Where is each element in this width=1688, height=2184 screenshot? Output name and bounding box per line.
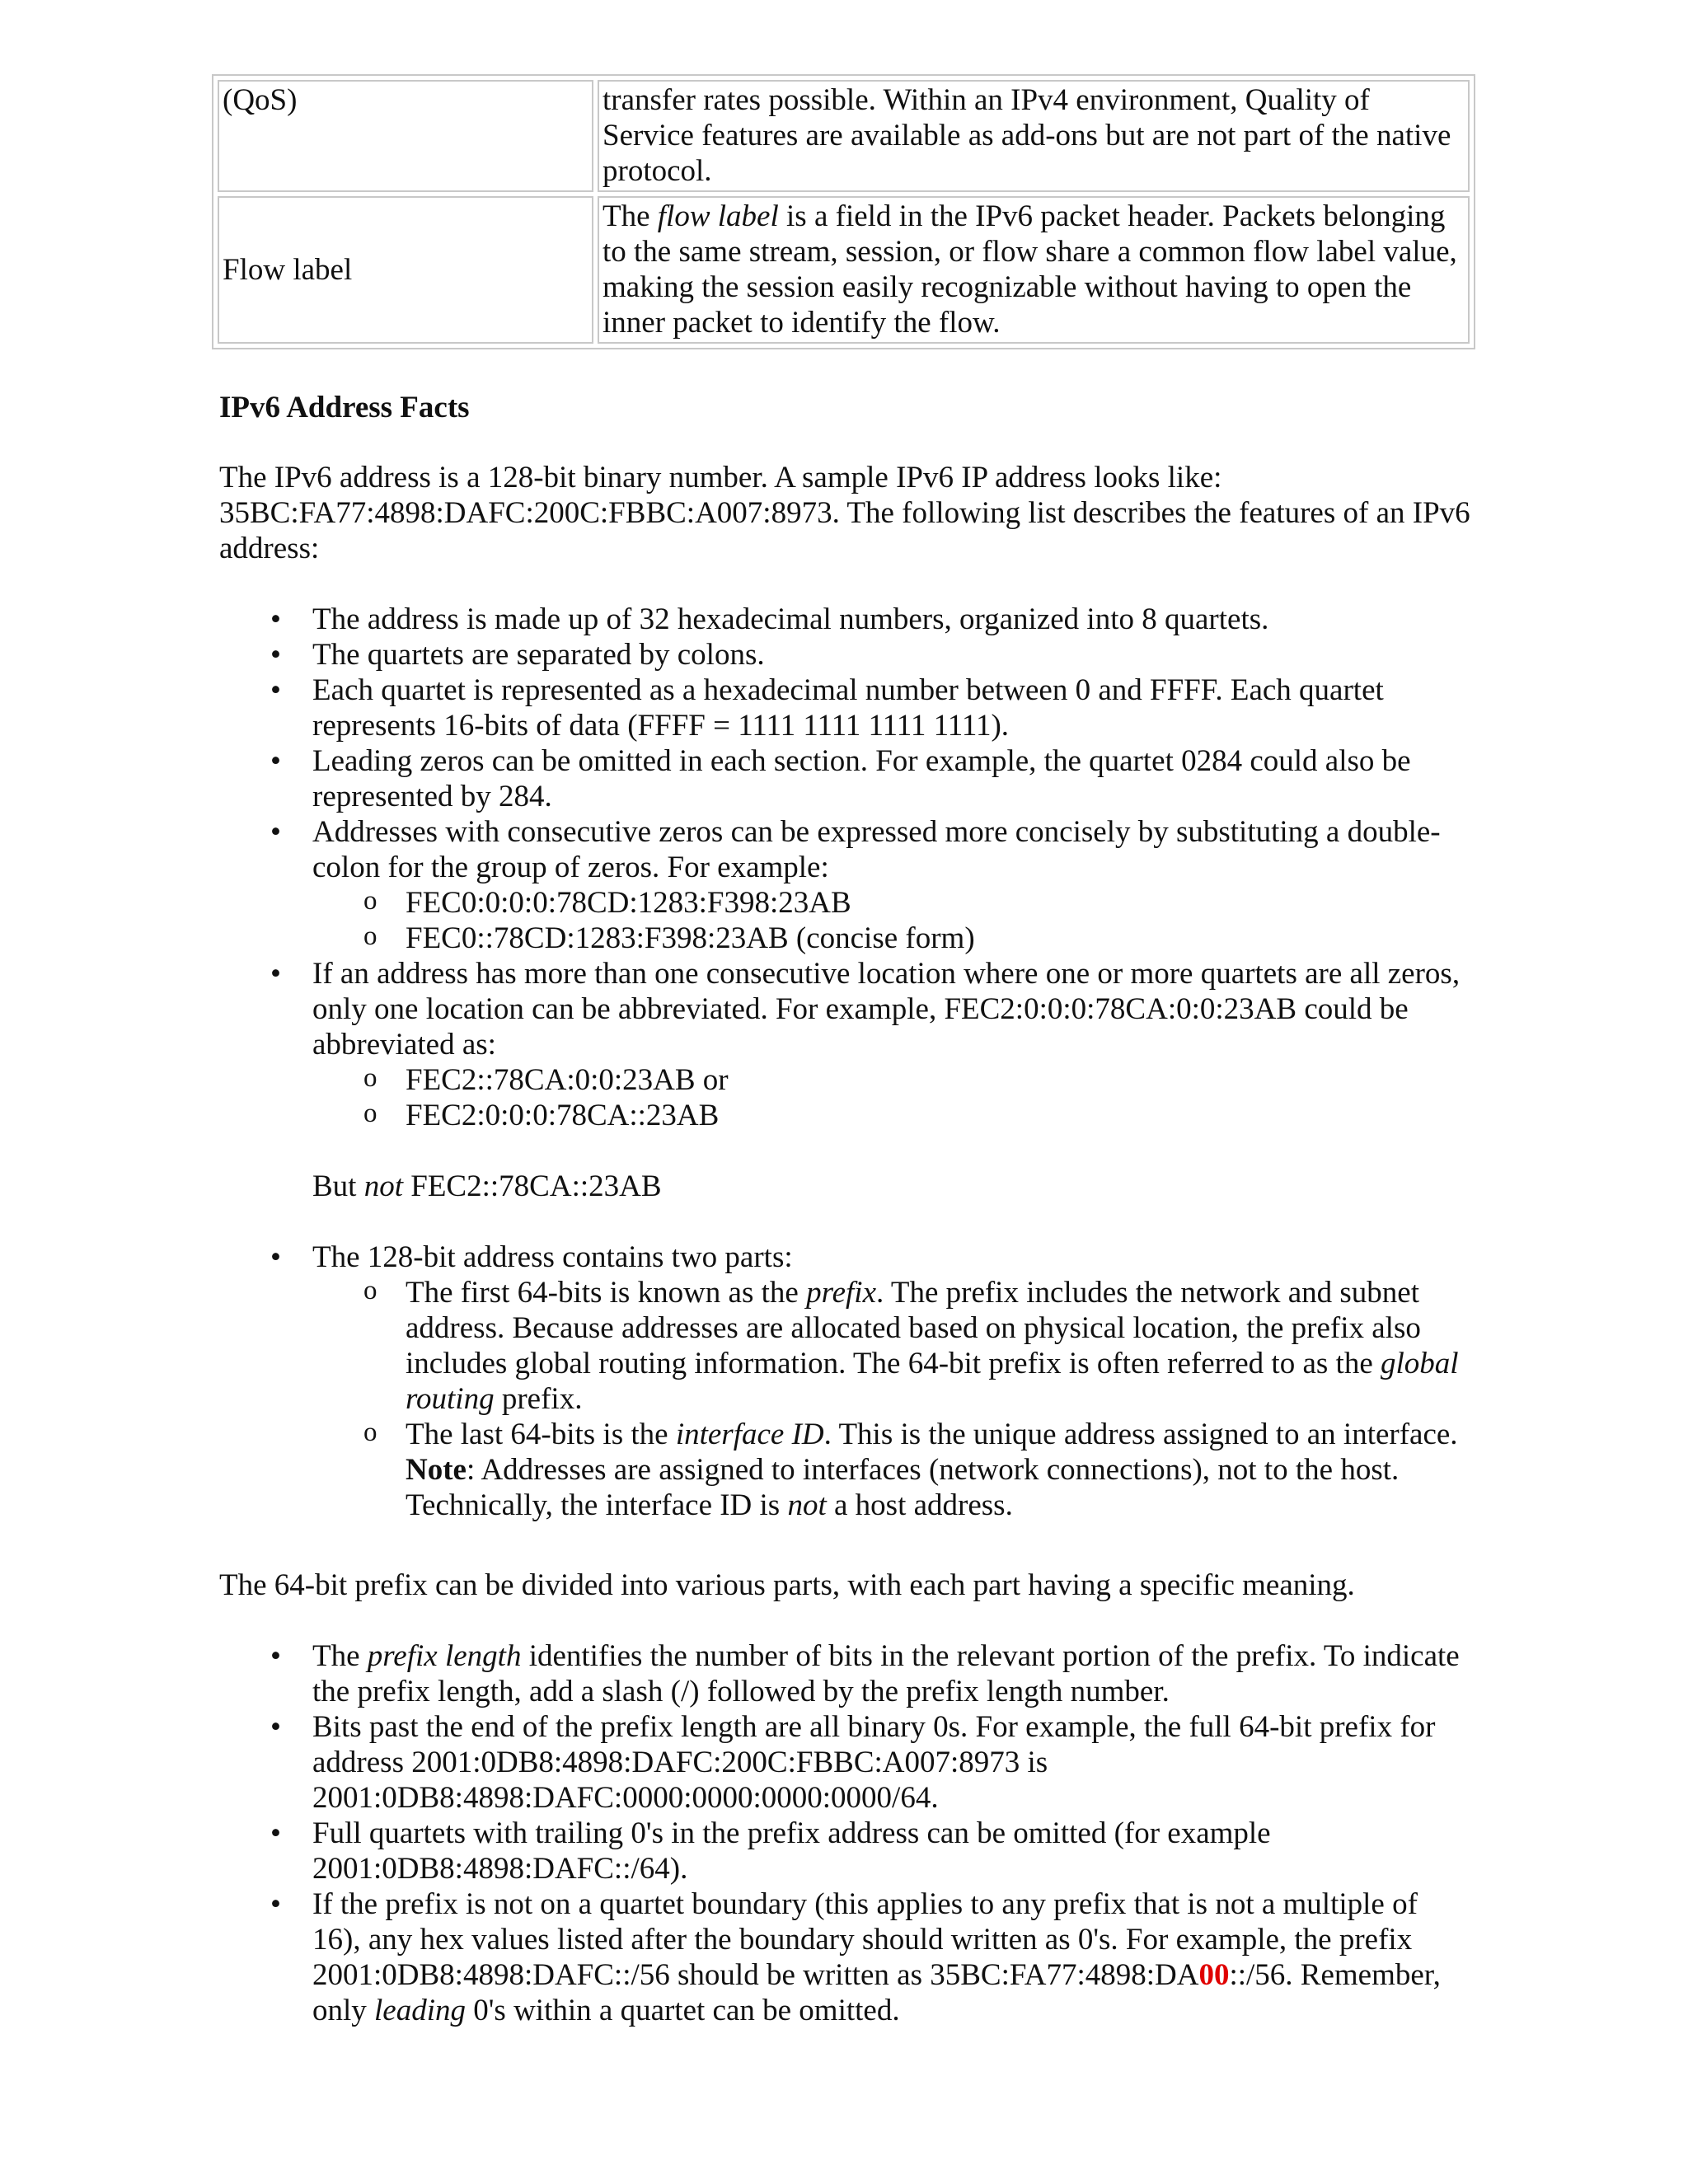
text: If the prefix is not on a quartet boundary (this applies to any prefix that is not a multiple of 16), any hex values listed after the boundary should written as 0's. For example, the prefix 2001:0DB8:4898:DAFC::/56 should be written as 35BC:FA77:4898:DA <box>312 1887 1418 1992</box>
table-row <box>218 80 1470 192</box>
list-item: • Full quartets with trailing 0's in the prefix address can be omitted (for example 2001:0DB8:4898:DAFC::/64). <box>219 1816 1472 1886</box>
sub-list-item: o FEC2::78CA:0:0:23AB or <box>312 1062 1472 1098</box>
prefix-facts-list <box>219 1638 1472 2028</box>
table-description-flow-label <box>598 196 1470 344</box>
sub-list-item: o FEC2:0:0:0:78CA::23AB <box>312 1098 1472 1133</box>
text: The last 64-bits is the <box>406 1418 676 1451</box>
section-heading: IPv6 Address Facts <box>219 391 470 424</box>
emphasis: not <box>363 1169 403 1203</box>
text: The <box>312 1639 368 1673</box>
table-description-qos: transfer rates possible. Within an IPv4 environment, Quality of Service features are available as add-ons but are not part of the native protocol. <box>598 80 1470 192</box>
intro-paragraph: The IPv6 address is a 128-bit binary number. A sample IPv6 IP address looks like: 35BC:FA77:4898:DAFC:200C:FBBC:A007:8973. The following list describes the features of an IPv6 address: <box>219 461 1470 565</box>
text: a host address. <box>826 1488 1013 1522</box>
table-term-qos: (QoS) <box>218 80 593 192</box>
list-item <box>219 1638 1472 1709</box>
text: Addresses with consecutive zeros can be expressed more concisely by substituting a double-colon for the group of zeros. For example: <box>312 815 1441 884</box>
text: . The prefix includes the network and subnet address. Because addresses are allocated based on physical location, the prefix also includes global routing information. The 64-bit prefix is often referred to as the <box>406 1276 1421 1380</box>
list-item: • The quartets are separated by colons. <box>219 637 1472 673</box>
emphasis: prefix length <box>367 1639 522 1673</box>
spacer <box>312 1204 1472 1240</box>
list-item: • Each quartet is represented as a hexadecimal number between 0 and FFFF. Each quartet represents 16-bits of data (FFFF = 1111 1111 1111 1111). <box>219 673 1472 743</box>
text: The <box>603 199 658 233</box>
text: : Addresses are assigned to interfaces (network connections), not to the host. Technically, the interface ID is <box>406 1453 1400 1522</box>
spacer <box>312 1133 1472 1169</box>
prefix-intro-paragraph: The 64-bit prefix can be divided into various parts, with each part having a specific meaning. <box>219 1568 1355 1602</box>
sub-list <box>312 1062 1472 1133</box>
text: ::/56. Remember, only <box>312 1958 1441 2027</box>
list-item: • Leading zeros can be omitted in each section. For example, the quartet 0284 could also be represented by 284. <box>219 743 1472 814</box>
sub-list-item <box>312 1275 1472 1417</box>
table-term-flow-label: Flow label <box>218 196 593 344</box>
text: If an address has more than one consecutive location where one or more quartets are all zeros, only one location can be abbreviated. For example, FEC2:0:0:0:78CA:0:0:23AB could be abbreviated as: <box>312 957 1461 1062</box>
ipv6-features-table <box>212 74 1475 349</box>
sub-list-item <box>312 1417 1472 1523</box>
text: is a field in the IPv6 packet header. Packets belonging to the same stream, session, or flow share a common flow label value, making the session easily recognizable without having to open the inner packet to identify the flow. <box>603 199 1457 340</box>
list-item: • The address is made up of 32 hexadecimal numbers, organized into 8 quartets. <box>219 602 1472 637</box>
text: identifies the number of bits in the relevant portion of the prefix. To indicate the prefix length, add a slash (/) followed by the prefix length number. <box>312 1639 1460 1708</box>
text: The 128-bit address contains two parts: <box>312 1240 793 1274</box>
sub-list <box>312 885 1472 956</box>
table-row <box>218 196 1470 344</box>
sub-list <box>312 1275 1472 1523</box>
text: . This is the unique address assigned to an interface. <box>823 1418 1458 1451</box>
emphasis: prefix <box>806 1276 877 1310</box>
emphasis: leading <box>374 1994 467 2027</box>
sub-list-item: o FEC0:0:0:0:78CD:1283:F398:23AB <box>312 885 1472 921</box>
list-item <box>219 956 1472 1240</box>
highlighted-zeros: 00 <box>1198 1958 1230 1992</box>
text: FEC2::78CA::23AB <box>403 1169 662 1203</box>
text: But <box>312 1169 364 1203</box>
emphasis: flow label <box>657 199 779 233</box>
list-item: • Bits past the end of the prefix length are all binary 0s. For example, the full 64-bit prefix for address 2001:0DB8:4898:DAFC:200C:FBBC:A007:8973 is 2001:0DB8:4898:DAFC:0000:0000:0000:0000/64. <box>219 1709 1472 1816</box>
list-item <box>219 1240 1472 1523</box>
text: prefix. <box>494 1382 583 1416</box>
sub-list-item: o FEC0::78CD:1283:F398:23AB (concise form) <box>312 921 1472 956</box>
list-item <box>219 814 1472 956</box>
text: 0's within a quartet can be omitted. <box>466 1994 900 2027</box>
address-features-list <box>219 602 1472 1523</box>
emphasis: global routing <box>406 1347 1459 1416</box>
emphasis: not <box>787 1488 827 1522</box>
list-item <box>219 1886 1472 2028</box>
emphasis: interface ID <box>675 1418 824 1451</box>
text: The first 64-bits is known as the <box>406 1276 807 1310</box>
bold-text: Note <box>406 1453 467 1487</box>
